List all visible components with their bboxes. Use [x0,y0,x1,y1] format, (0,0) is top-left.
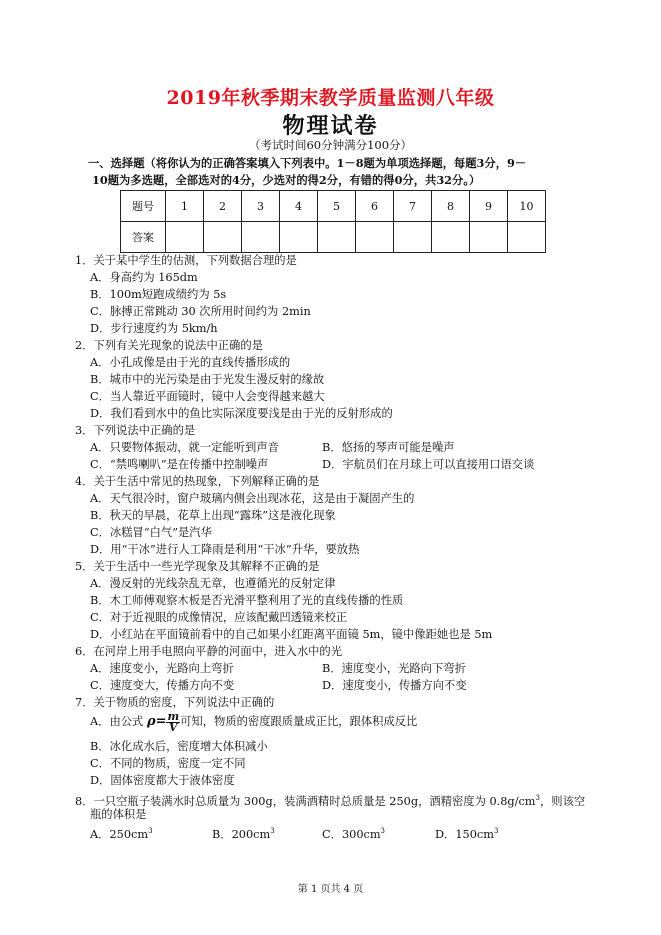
answer-cell[interactable] [394,222,432,253]
question-8-stem-superscript: 3 [535,794,540,802]
question-2-option-a: A．小孔成像是由于光的直线传播形成的 [90,356,291,369]
answer-cell[interactable] [280,222,318,253]
question-8-option-c-sup: 3 [380,827,386,835]
answer-table-number: 3 [242,191,280,222]
question-7-option-a [90,711,417,733]
question-5-option-c: C．对于近视眼的成像情况，应该配戴凹透镜来校正 [90,611,348,624]
question-8-option-b-sup: 3 [270,827,275,835]
answer-table-number: 8 [432,191,470,222]
section-instructions-line2: 10题为多选题，全部选对的4分，少选对的得2分，有错的得0分，共32分。） [92,173,481,187]
answer-table-number: 2 [204,191,242,222]
answer-cell[interactable] [356,222,394,253]
question-8-stem-text: 8．一只空瓶子装满水时总质量为 300g，装满酒精时总质量是 250g，酒精密度为 0.8g/cm [75,794,536,808]
answer-table [120,190,546,253]
density-formula-symbol: ρ= [146,714,167,729]
question-1-option-a: A．身高约为 165dm [90,271,198,284]
question-4-option-c: C．冰糕冒“白气”是汽华 [90,526,212,539]
question-8-stem-line2: 瓶的体积是 [90,808,147,821]
question-7-option-a-prefix: A．由公式 [90,715,147,728]
question-6-option-b: B．速度变小，光路向下弯折 [322,662,466,675]
question-1-option-b: B．100m短跑成绩约为 5s [90,288,227,301]
question-8-option-a [90,824,153,842]
question-8-option-d-sup: 3 [493,827,499,835]
question-8-option-c [322,824,385,842]
answer-cell[interactable] [204,222,242,253]
question-5-option-d: D．小红站在平面镜前看中的自己如果小红距离平面镜 5m，镜中像距她也是 5m [90,628,493,641]
question-4-option-d: D．用“干冰”进行人工降雨是利用“干冰”升华，要放热 [90,543,360,556]
answer-table-number: 5 [318,191,356,222]
question-5-option-b: B．木工师傅观察木板是否光滑平整利用了光的直线传播的性质 [90,594,404,607]
answer-table-number: 9 [470,191,508,222]
answer-table-number: 7 [394,191,432,222]
density-formula-denominator: V [169,720,178,734]
density-formula-fraction [166,709,180,734]
question-5-option-a: A．漫反射的光线杂乱无章，也遵循光的反射定律 [90,577,336,590]
page-footer: 第 1 页共 4 页 [297,884,364,895]
question-2-option-c: C．当人靠近平面镜时，镜中人会变得越来越大 [90,390,325,403]
question-6-option-a: A．速度变小，光路向上弯折 [90,662,234,675]
question-1-option-d: D．步行速度约为 5km/h [90,322,218,335]
question-3-option-c: C．“禁鸣喇叭”是在传播中控制噪声 [90,458,269,471]
question-6-stem: 6．在河岸上用手电照向平静的河面中，进入水中的光 [75,645,343,658]
question-4-option-b: B．秋天的早晨，花草上出现“露珠”这是液化现象 [90,509,336,522]
question-6-option-c: C．速度变大，传播方向不变 [90,679,235,692]
question-3-option-d: D．宇航员们在月球上可以直接用口语交谈 [322,458,535,471]
exam-title: 2019年秋季期末教学质量监测八年级 [166,87,495,109]
answer-table-header-answer: 答案 [121,222,166,253]
question-8-option-c-text: C．300cm [322,827,381,841]
answer-table-answer-row [121,222,546,253]
answer-cell[interactable] [242,222,280,253]
answer-cell[interactable] [166,222,204,253]
question-2-option-d: D．我们看到水中的鱼比实际深度要浅是由于光的反射形成的 [90,407,393,420]
answer-cell[interactable] [432,222,470,253]
question-8-stem-line1 [75,791,585,809]
answer-table-number: 4 [280,191,318,222]
answer-cell[interactable] [318,222,356,253]
question-4-option-a: A．天气很冷时，窗户玻璃内侧会出现冰花，这是由于凝固产生的 [90,492,415,505]
question-2-option-b: B．城市中的光污染是由于光发生漫反射的缘故 [90,373,325,386]
section-instructions-line1: 一、选择题（将你认为的正确答案填入下列表中。1－8题为单项选择题，每题3分，9－ [88,156,527,170]
question-1-stem: 1．关于某中学生的估测，下列数据合理的是 [75,254,297,267]
answer-table-number-row [121,191,546,222]
question-7-option-c: C．不同的物质，密度一定不同 [90,757,246,770]
answer-table-number: 10 [508,191,546,222]
question-3-option-a: A．只要物体振动，就一定能听到声音 [90,441,279,454]
exam-time-note: （考试时间60分钟满分100分） [248,138,413,152]
question-3-option-b: B．悠扬的琴声可能是噪声 [322,441,455,454]
question-8-stem-tail: ，则该空 [539,794,586,808]
question-6-option-d: D．速度变小，传播方向不变 [322,679,467,692]
question-8-option-b-text: B．200cm [212,827,271,841]
question-5-stem: 5．关于生活中一些光学现象及其解释不正确的是 [75,560,320,573]
answer-cell[interactable] [508,222,546,253]
answer-table-header-number: 题号 [121,191,166,222]
question-8-option-b [212,824,275,842]
question-8-option-a-text: A．250cm [90,827,149,841]
question-1-option-c: C．脉搏正常跳动 30 次所用时间约为 2min [90,305,311,318]
question-2-stem: 2．下列有关光现象的说法中正确的是 [75,339,263,352]
question-7-option-b: B．冰化成水后，密度增大体积减小 [90,740,268,753]
subject-title: 物理试卷 [282,113,379,139]
answer-cell[interactable] [470,222,508,253]
question-8-option-d [435,824,498,842]
question-3-stem: 3．下列说法中正确的是 [75,424,196,437]
question-7-option-d: D．固体密度都大于液体密度 [90,774,235,787]
answer-table-number: 6 [356,191,394,222]
answer-table-number: 1 [166,191,204,222]
question-8-option-a-sup: 3 [148,827,153,835]
density-formula-numerator: m [167,709,180,723]
question-7-stem: 7．关于物质的密度，下列说法中正确的 [75,696,275,709]
question-8-option-d-text: D．150cm [435,827,494,841]
question-7-option-a-suffix: 可知，物质的密度跟质量成正比，跟体积成反比 [180,715,418,728]
question-4-stem: 4．关于生活中常见的热现象，下列解释正确的是 [75,475,320,488]
